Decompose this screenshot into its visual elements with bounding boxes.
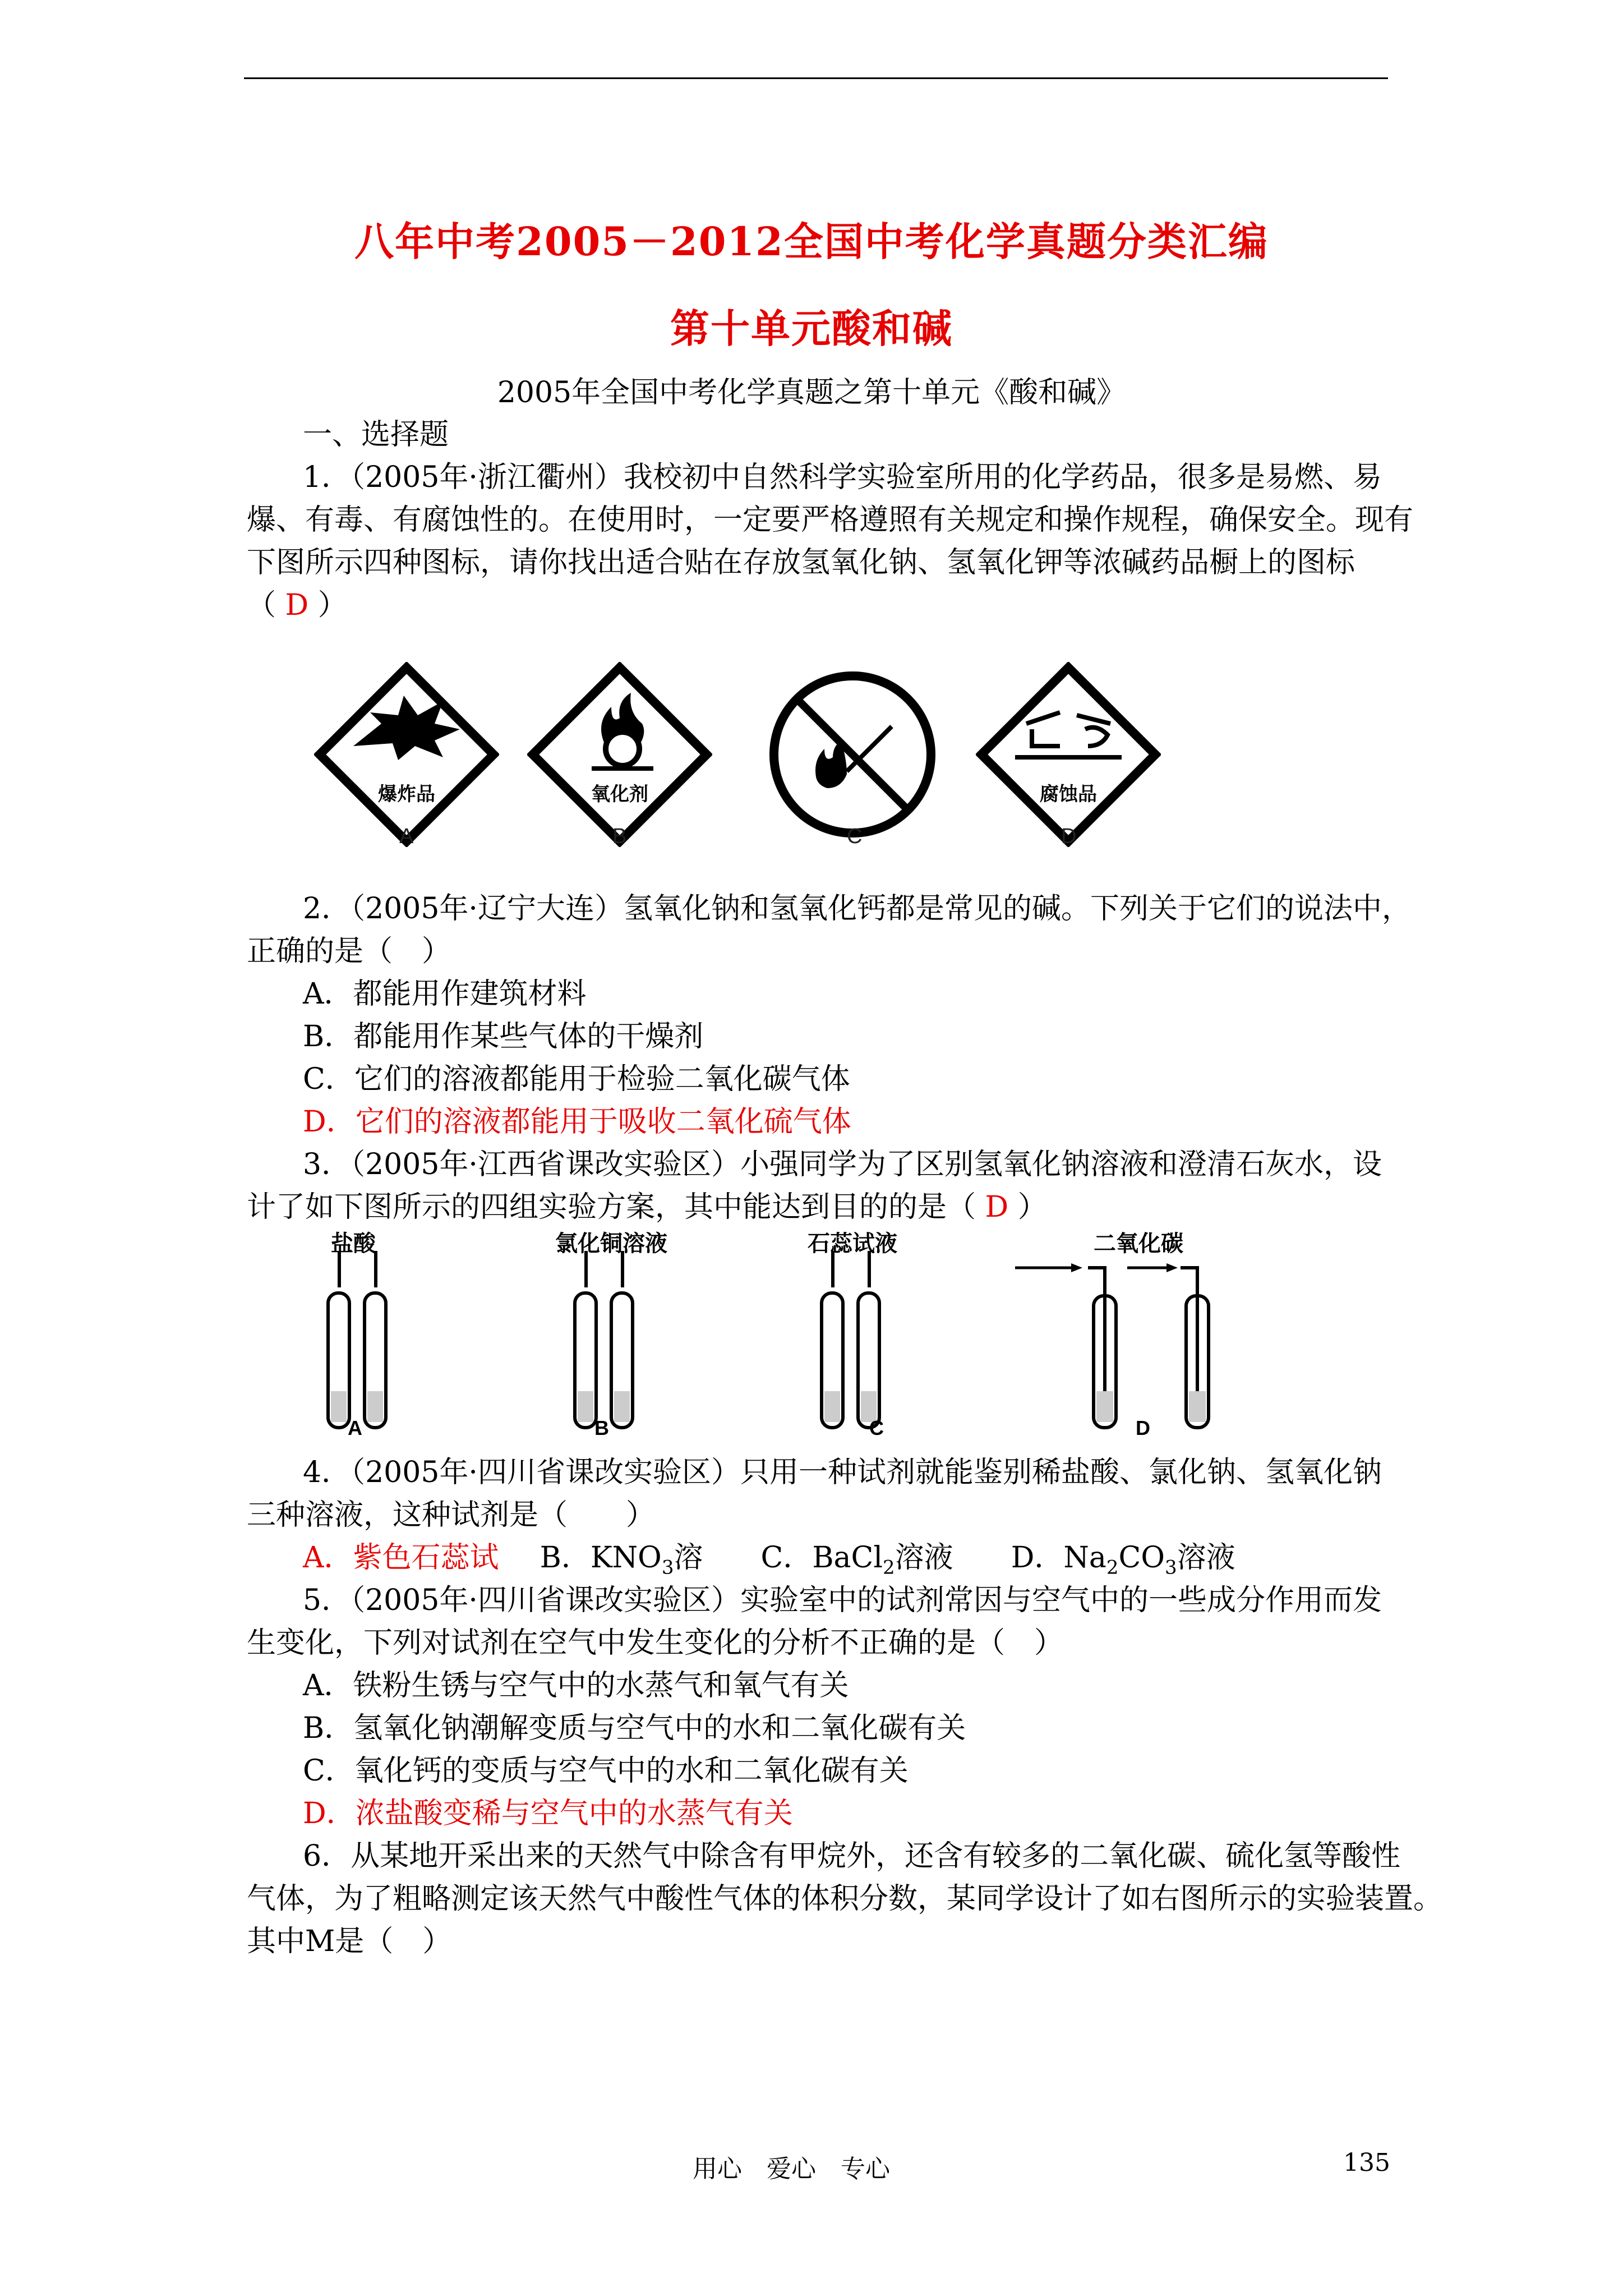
q5-option-a: A．铁粉生锈与空气中的水蒸气和氧气有关 (303, 1669, 849, 1703)
q4-d-mid: CO (1118, 1541, 1165, 1575)
q4-options (303, 1538, 1235, 1587)
footer-motto: 用心 爱心 专心 (693, 2155, 890, 2183)
q6-line3: 其中M是（ ） (247, 1925, 452, 1958)
q4-option-a: A．紫色石蕊试 (303, 1541, 499, 1575)
q1-line1: 1．（2005年·浙江衢州）我校初中自然科学实验室所用的化学药品，很多是易燃、易 (303, 461, 1382, 494)
q2-option-b: B．都能用作某些气体的干燥剂 (303, 1020, 704, 1053)
sign-b-label: B (612, 825, 627, 848)
header-rule (244, 77, 1388, 79)
q5-line2: 生变化，下列对试剂在空气中发生变化的分析不正确的是（ ） (247, 1626, 1064, 1660)
group-a-label: A (348, 1416, 362, 1439)
main-title: 八年中考2005－2012全国中考化学真题分类汇编 (354, 218, 1269, 265)
q1-answer-letter: D (285, 588, 309, 622)
q4-c-sub: 2 (882, 1556, 895, 1579)
q6-line1: 6．从某地开采出来的天然气中除含有甲烷外，还含有较多的二氧化碳、硫化氢等酸性 (303, 1839, 1401, 1873)
q4-d-sub2: 3 (1164, 1556, 1177, 1579)
test-tubes-a-icon (314, 1251, 426, 1442)
q4-c-tail: 溶液 (895, 1541, 953, 1575)
q1-answer (247, 586, 347, 625)
q4-option-c (760, 1541, 953, 1579)
q4-d-tail: 溶液 (1177, 1541, 1235, 1575)
q4-d-text: D．Na (1011, 1541, 1106, 1575)
q4-line2: 三种溶液，这种试剂是（ ） (247, 1498, 656, 1532)
q3-answer-letter: D (985, 1190, 1009, 1224)
q3-line2-close: ） (1017, 1190, 1047, 1224)
q5-option-b: B．氢氧化钠潮解变质与空气中的水和二氧化碳有关 (303, 1711, 966, 1745)
q4-d-sub1: 2 (1106, 1556, 1119, 1579)
q4-c-text: C．BaCl (760, 1541, 883, 1575)
q4-line1: 4．（2005年·四川省课改实验区）只用一种试剂就能鉴别稀盐酸、氯化钠、氢氧化钠 (303, 1456, 1382, 1489)
q2-option-a: A．都能用作建筑材料 (303, 977, 587, 1011)
group-d-label: D (1136, 1416, 1150, 1439)
q1-answer-open: （ (247, 588, 276, 622)
reagent-d: 二氧化碳 (1094, 1230, 1183, 1257)
reagent-a: 盐酸 (331, 1230, 376, 1257)
test-tube-figure (314, 1226, 1211, 1439)
group-c-label: C (869, 1416, 884, 1439)
corrosive-sign-icon (976, 662, 1161, 847)
page-number: 135 (1343, 2148, 1390, 2177)
q2-line2: 正确的是（ ） (247, 935, 451, 968)
q6-line2: 气体，为了粗略测定该天然气中酸性气体的体积分数，某同学设计了如右图所示的实验装置。 (247, 1882, 1443, 1916)
q3-line2 (247, 1188, 1047, 1227)
test-tubes-b-icon (561, 1251, 673, 1442)
sign-a-label: A (399, 825, 414, 848)
sign-a-text: 爆炸品 (378, 783, 435, 806)
sign-d-label: D (1061, 825, 1077, 848)
q4-option-d (1011, 1541, 1235, 1579)
q5-option-d: D．浓盐酸变稀与空气中的水蒸气有关 (303, 1797, 793, 1830)
reagent-c: 石蕊试液 (808, 1230, 897, 1257)
q4-b-sub: 3 (661, 1556, 674, 1579)
q2-option-d: D．它们的溶液都能用于吸收二氧化硫气体 (303, 1105, 851, 1139)
reagent-b: 氯化铜溶液 (555, 1230, 667, 1257)
test-tubes-c-icon (808, 1251, 920, 1442)
no-fire-sign-icon (763, 665, 942, 844)
q3-line2-text: 计了如下图所示的四组实验方案，其中能达到目的的是（ (247, 1190, 976, 1224)
q4-b-tail: 溶 (674, 1541, 703, 1575)
oxidizer-sign-icon (527, 662, 712, 847)
q5-option-c: C．氧化钙的变质与空气中的水和二氧化碳有关 (303, 1754, 909, 1788)
q2-option-c: C．它们的溶液都能用于检验二氧化碳气体 (303, 1062, 850, 1096)
sign-c-label: C (847, 825, 863, 848)
q3-line1: 3．（2005年·江西省课改实验区）小强同学为了区别氢氧化钠溶液和澄清石灰水，设 (303, 1148, 1382, 1181)
sign-b-text: 氧化剂 (591, 783, 648, 806)
explosive-sign-icon (314, 662, 499, 847)
sign-d-text: 腐蚀品 (1040, 783, 1097, 806)
section-heading: 一、选择题 (303, 418, 449, 452)
unit-title: 第十单元酸和碱 (670, 305, 953, 352)
q5-line1: 5．（2005年·四川省课改实验区）实验室中的试剂常因与空气中的一些成分作用而发 (303, 1584, 1382, 1617)
year-subtitle: 2005年全国中考化学真题之第十单元《酸和碱》 (497, 376, 1126, 409)
q1-line3: 下图所示四种图标，请你找出适合贴在存放氢氧化钠、氢氧化钾等浓碱药品橱上的图标 (247, 546, 1355, 579)
q2-line1: 2．（2005年·辽宁大连）氢氧化钠和氢氧化钙都是常见的碱。下列关于它们的说法中， (303, 892, 1411, 926)
q4-option-b (540, 1541, 703, 1579)
group-b-label: B (594, 1416, 609, 1439)
q4-b-text: B．KNO (540, 1541, 662, 1575)
q1-answer-close: ） (317, 588, 347, 622)
test-tubes-d-icon (1015, 1251, 1217, 1442)
q1-line2: 爆、有毒、有腐蚀性的。在使用时，一定要严格遵照有关规定和操作规程，确保安全。现有 (247, 503, 1414, 537)
